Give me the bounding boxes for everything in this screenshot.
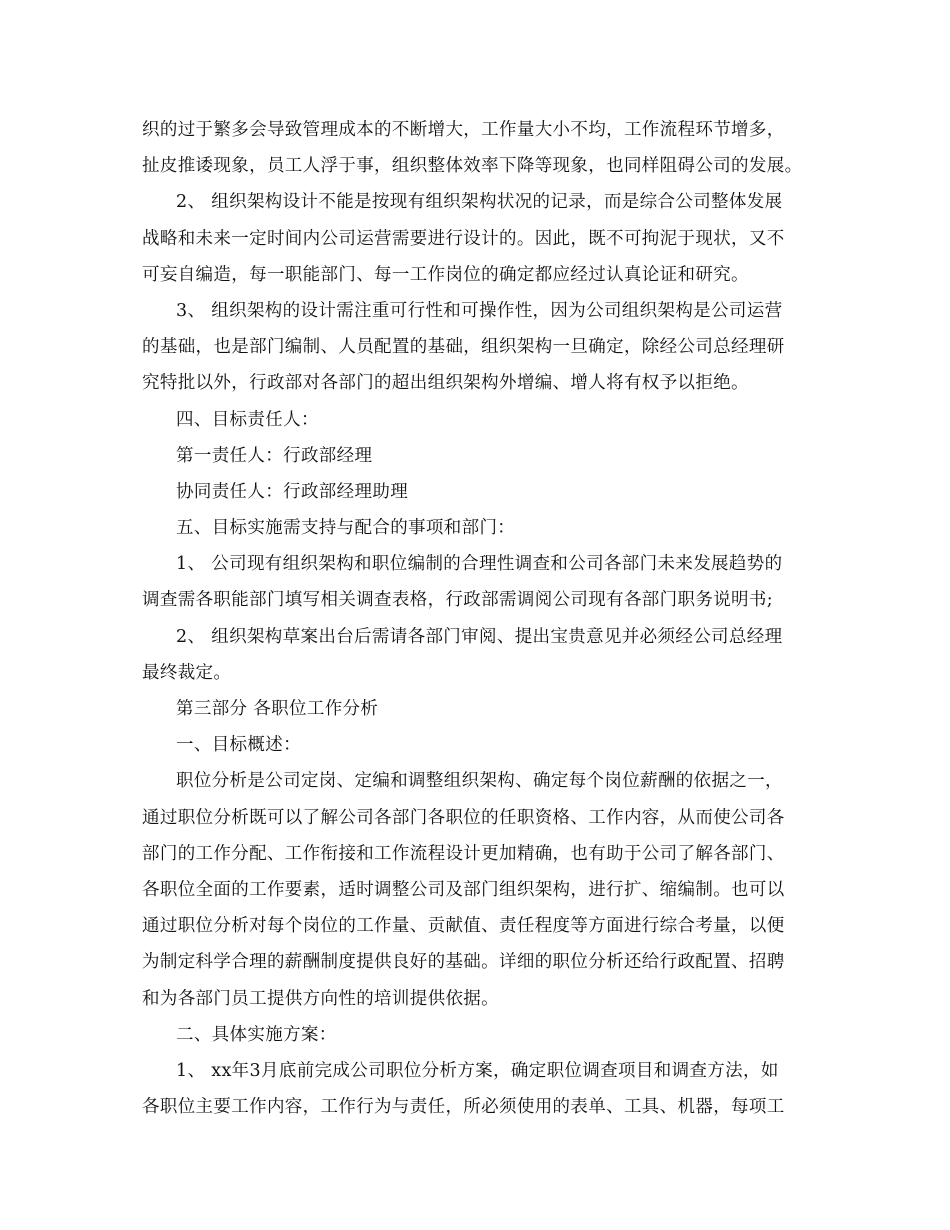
text-line: 织的过于繁多会导致管理成本的不断增大，工作量大小不均，工作流程环节增多， (142, 120, 785, 140)
text-line: 战略和未来一定时间内公司运营需要进行设计的。因此，既不可拘泥于现状，又不 (142, 228, 785, 249)
text-line: 调查需各职能部门填写相关调查表格，行政部需调阅公司现有各部门职务说明书; (142, 590, 773, 611)
text-line: 职位分析是公司定岗、定编和调整组织架构、确定每个岗位薪酬的依据之一， (176, 771, 783, 792)
document-body (142, 112, 814, 1125)
text-line: 为制定科学合理的薪酬制度提供良好的基础。详细的职位分析还给行政配置、招聘 (142, 952, 785, 973)
text-line: 2、 组织架构草案出台后需请各部门审阅、提出宝贵意见并必须经公司总经理 (176, 626, 783, 647)
text-line: 可妄自编造，每一职能部门、每一工作岗位的确定都应经过认真论证和研究。 (142, 264, 749, 285)
text-line: 的基础，也是部门编制、人员配置的基础，组织架构一旦确定，除经公司总经理研 (142, 337, 785, 358)
text-line: 各职位全面的工作要素，适时调整公司及部门组织架构，进行扩、缩编制。也可以 (142, 879, 785, 900)
text-line: 协同责任人：行政部经理助理 (176, 481, 409, 502)
text-line: 究特批以外，行政部对各部门的超出组织架构外增编、增人将有权予以拒绝。 (142, 373, 749, 394)
text-line: 第三部分 各职位工作分析 (176, 699, 379, 719)
text-line: 扯皮推诿现象，员工人浮于事，组织整体效率下降等现象，也同样阻碍公司的发展。 (142, 156, 803, 177)
text-line: 1、 xx年3月底前完成公司职位分析方案，确定职位调查项目和调查方法，如 (176, 1060, 779, 1081)
text-line: 2、 组织架构设计不能是按现有组织架构状况的记录，而是综合公司整体发展 (176, 192, 783, 213)
text-line: 一、目标概述： (176, 735, 301, 756)
text-line: 第一责任人：行政部经理 (176, 445, 373, 466)
text-line: 1、 公司现有组织架构和职位编制的合理性调查和公司各部门未来发展趋势的 (176, 554, 783, 575)
text-line: 和为各部门员工提供方向性的培训提供依据。 (142, 988, 499, 1009)
text-line: 部门的工作分配、工作衔接和工作流程设计更加精确，也有助于公司了解各部门、 (142, 843, 785, 864)
text-line: 通过职位分析对每个岗位的工作量、贡献值、责任程度等方面进行综合考量，以便 (142, 916, 785, 937)
text-line: 最终裁定。 (142, 662, 232, 683)
text-line: 五、目标实施需支持与配合的事项和部门： (176, 518, 516, 539)
text-line: 各职位主要工作内容，工作行为与责任，所必须使用的表单、工具、机器，每项工 (142, 1097, 785, 1118)
text-line: 通过职位分析既可以了解公司各部门各职位的任职资格、工作内容，从而使公司各 (142, 807, 785, 828)
text-line: 四、目标责任人： (176, 409, 319, 430)
text-line: 二、具体实施方案： (176, 1024, 337, 1045)
text-line: 3、 组织架构的设计需注重可行性和可操作性，因为公司组织架构是公司运营 (176, 300, 783, 321)
